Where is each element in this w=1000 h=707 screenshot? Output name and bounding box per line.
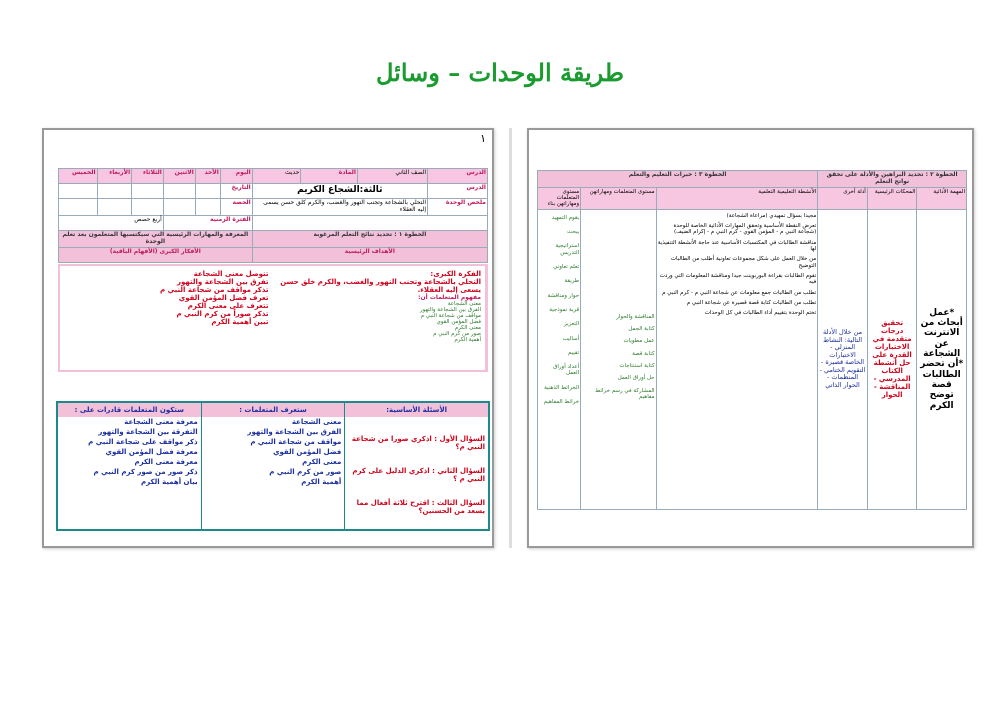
method-item: التعزيز xyxy=(564,321,580,328)
skill-item: المناقشة والحوار xyxy=(616,313,655,320)
know-item: صور من كرم النبي م xyxy=(269,468,342,476)
objective-item: تذكر صوراً من كرم النبي م xyxy=(176,310,269,318)
able-col xyxy=(58,403,201,529)
ideas-sub: مفهوم المتعلمات أن: xyxy=(418,294,481,301)
subject-label: المادة xyxy=(301,169,358,184)
task-cell: *عمل أبحاث من الانترنت عن الشجاعة *أن تحضر الطالبات قصة توضح الكرم xyxy=(917,209,967,509)
know-item: معنى الكرم xyxy=(302,458,342,466)
col-header-0: المهمة الأدائية xyxy=(917,187,967,209)
day-0: اليوم xyxy=(220,169,252,184)
able-item: معرفة فضل المؤمن القوي xyxy=(105,448,198,456)
lesson-label: الدرس xyxy=(428,169,488,184)
col-header-1: المحكات الرئيسية xyxy=(867,187,917,209)
lesson-title: ثالثة:الشجاع الكريم xyxy=(252,184,427,199)
objective-item: تفرق بين الشجاعة والتهور xyxy=(176,278,269,286)
skill-item: عمل مطويات xyxy=(623,338,655,345)
method-item: الخرائط الذهنية xyxy=(544,384,580,391)
day-3: الثلاثاء xyxy=(132,169,164,184)
lesson-title-label: الدرس xyxy=(428,184,488,199)
objective-item: تعرف فضل المؤمن القوي xyxy=(178,294,269,302)
unit-summary: التحلي بالشجاعة وتجنب التهور والغضب، والكرم كلق حسن يسمى إليه العقلاء xyxy=(252,199,427,216)
col-header-2: أدلة أخرى xyxy=(818,187,868,209)
idea-item: فضل المؤمن القوي xyxy=(436,319,481,325)
plan-table xyxy=(537,170,967,510)
method-item: أساليب xyxy=(562,335,580,342)
objective-item: تبين أهمية الكرم xyxy=(211,318,269,326)
idea-item: معنى الشجاعة xyxy=(447,301,481,307)
page-separator xyxy=(509,128,512,548)
method-item: يبحث xyxy=(567,229,580,236)
activity-item: من خلال العمل على شكل مجموعات تعاونية أطلب من الطالبات التوضيح xyxy=(670,256,817,269)
page-number: ١ xyxy=(480,132,486,145)
know-header: ستعرف المتعلمات : xyxy=(202,403,345,417)
skill-item: كتابة استنتاجات xyxy=(619,362,655,369)
col-header-4: مستوى المتعلمات ومهاراتهن xyxy=(581,187,656,209)
objective-item: تذكر مواقف من شجاعة النبي م xyxy=(160,286,269,294)
step3-header: الخطوة ٣ : خبرات التعليم والتعلم xyxy=(538,171,818,188)
know-item: أهمية الكرم xyxy=(301,478,342,486)
able-item: معرفة معنى الشجاعة xyxy=(124,418,198,426)
method-item: قرية نموذجية xyxy=(549,306,580,313)
objectives-box xyxy=(58,264,488,372)
skill-item: حل أوراق العمل xyxy=(617,375,655,382)
ideas-header: الأفكار الكبرى (الأفهام الباقية) xyxy=(59,247,253,262)
questions-col xyxy=(344,403,488,529)
col-header-3: الأنشطة التعليمية التعلمية xyxy=(656,187,818,209)
activity-item: مناقشة الطالبات في المكتسبات الأساسية عند حاجة الأنشطة التنفيذية لها xyxy=(657,239,817,252)
method-item: طريقة xyxy=(564,278,580,285)
ideas-title: الفكرة الكبرى: xyxy=(430,270,481,278)
activity-item: تقوم الطالبات بقراءة البوربوينت جيدا ومناقشة المعلومات التي وردت فيه xyxy=(659,272,817,286)
lesson-value: الصف الثاني xyxy=(358,169,428,184)
date-label: التاريخ xyxy=(220,184,252,199)
skills-cell xyxy=(581,209,656,509)
method-item: أعداد أوراق العمل xyxy=(553,364,580,377)
col-header-5: مستوى المتعلمات ومهاراتهن بناء xyxy=(538,187,581,209)
idea-item: معنى الكرم xyxy=(454,325,481,331)
page-title: طريقة الوحدات – وسائل xyxy=(375,58,625,87)
class-label: الحصة xyxy=(220,199,252,216)
method-item: استراتيجية التدريس xyxy=(555,243,580,256)
activity-item: تطلب من الطالبات كتابة قصة قصيرة عن شجاعة النبي م xyxy=(686,299,817,306)
ideas-col xyxy=(273,266,487,370)
question-item: السؤال الثاني : اذكري الدليل على كرم النبي م ؟ xyxy=(352,467,485,483)
activity-item: مجيدا بسؤال تمهيدي (مراعاة الشجاعة) xyxy=(726,212,817,219)
skills-label: المعرفة والمهارات الرئيسية التي سيكتسبها المتعلمون بعد تعلم الوحدة xyxy=(59,230,253,247)
skill-item: كتابة قصة xyxy=(632,350,655,357)
day-4: الأربعاء xyxy=(97,169,132,184)
method-item: يقوم التمهيد xyxy=(551,214,580,221)
day-2: الاثنين xyxy=(163,169,195,184)
able-item: التفرقة بين الشجاعة والتهور xyxy=(98,428,198,436)
questions-header: الأسئلة الأساسية: xyxy=(345,403,488,417)
able-item: ذكر صور من صور كرم النبي م xyxy=(93,468,198,476)
idea-item: الفرق بين الشجاعة والتهور xyxy=(419,307,481,313)
activity-item: تختم الوحدة بتقييم أداء الطالبات في كل الوحدات xyxy=(704,310,817,317)
criteria-cell: تحقيق درجات متقدمة في الاختبارات القدرة على حل أنشطة الكتاب المدرسي - المناقشة - الحوار xyxy=(867,209,917,509)
objective-item: تتوصل معنى الشجاعة xyxy=(193,270,269,278)
idea-item: أهمية الكرم xyxy=(454,337,481,343)
skill-item: كتابة الجمل xyxy=(628,326,655,333)
able-item: ذكر مواقف على شجاعة النبي م xyxy=(88,438,198,446)
idea-item: مواقف من شجاعة النبي م xyxy=(420,313,481,319)
period-label: الفترة الزمنية xyxy=(163,215,252,230)
right-page xyxy=(527,128,974,548)
method-item: حوار ومناقشة xyxy=(547,292,580,299)
know-item: فضل المؤمن القوي xyxy=(273,448,342,456)
skill-item: المشاركة في رسم خرائط مفاهيم xyxy=(595,387,655,400)
know-col xyxy=(201,403,345,529)
activity-item: تعرض النقطة الأساسية وتحقق المهارات الأدائية الخاصة للوحدة (شجاعة النبي م - المؤمن القوي - كرم النبي م - إكرام الضيف) xyxy=(673,223,817,236)
method-item: خرائط المفاهيم xyxy=(543,399,580,406)
day-5: الخميس xyxy=(59,169,98,184)
ideas-text: التحلي بالشجاعة وتجنب التهور والغضب، والكرم خلق حسن يسعى إليه العقلاء. xyxy=(280,278,481,294)
question-item: السؤال الثالث : اقترح ثلاثة أفعال مما يسعد من الحسنين؟ xyxy=(356,499,485,515)
able-item: بيان أهمية الكرم xyxy=(141,478,198,486)
activity-item: تطلب من الطالبات جمع معلومات عن شجاعة النبي م - كرم النبي م xyxy=(662,289,817,296)
objectives-col xyxy=(60,266,273,370)
know-item: معنى الشجاعة xyxy=(291,418,342,426)
method-item: تقييم xyxy=(567,349,580,356)
able-item: معرفة معنى الكرم xyxy=(134,458,198,466)
day-1: الأحد xyxy=(195,169,220,184)
methods-cell xyxy=(538,209,581,509)
idea-item: صور من كرم النبي م xyxy=(433,331,481,337)
period-value: أربع حصص xyxy=(59,215,164,230)
know-item: الفرق بين الشجاعة والتهور xyxy=(247,428,342,436)
objective-item: تتعرف على معنى الكرم xyxy=(187,302,269,310)
subject-value: حديث xyxy=(252,169,301,184)
question-item: السؤال الأول : اذكري صورا من شجاعة النبي م؟ xyxy=(351,435,485,451)
step2-header: الخطوة ٢ : تحديد البراهين والأدلة على تحقق نواتج التعلم xyxy=(818,171,967,188)
header-grid xyxy=(58,168,488,263)
able-header: ستكون المتعلمات قادرات على : xyxy=(58,403,201,417)
step1-header: الخطوة ١ : تحديد نتائج التعلم المرغوبة xyxy=(252,230,487,247)
objectives-header: الأهداف الرئيسية xyxy=(252,247,487,262)
unit-summary-label: ملخص الوحدة xyxy=(428,199,488,216)
know-item: مواقف من شجاعة النبي م xyxy=(250,438,342,446)
activities-cell xyxy=(656,209,818,509)
bottom-section xyxy=(56,401,490,531)
other-cell: من خلال الأدلة التالية: النشاط المنزلي - الاختبارات الخاصة قصيرة - التقويم الختامي - المنظمات - الحوار الذاتي xyxy=(818,209,868,509)
left-page xyxy=(42,128,494,548)
method-item: تعلم تعاوني xyxy=(553,263,580,270)
